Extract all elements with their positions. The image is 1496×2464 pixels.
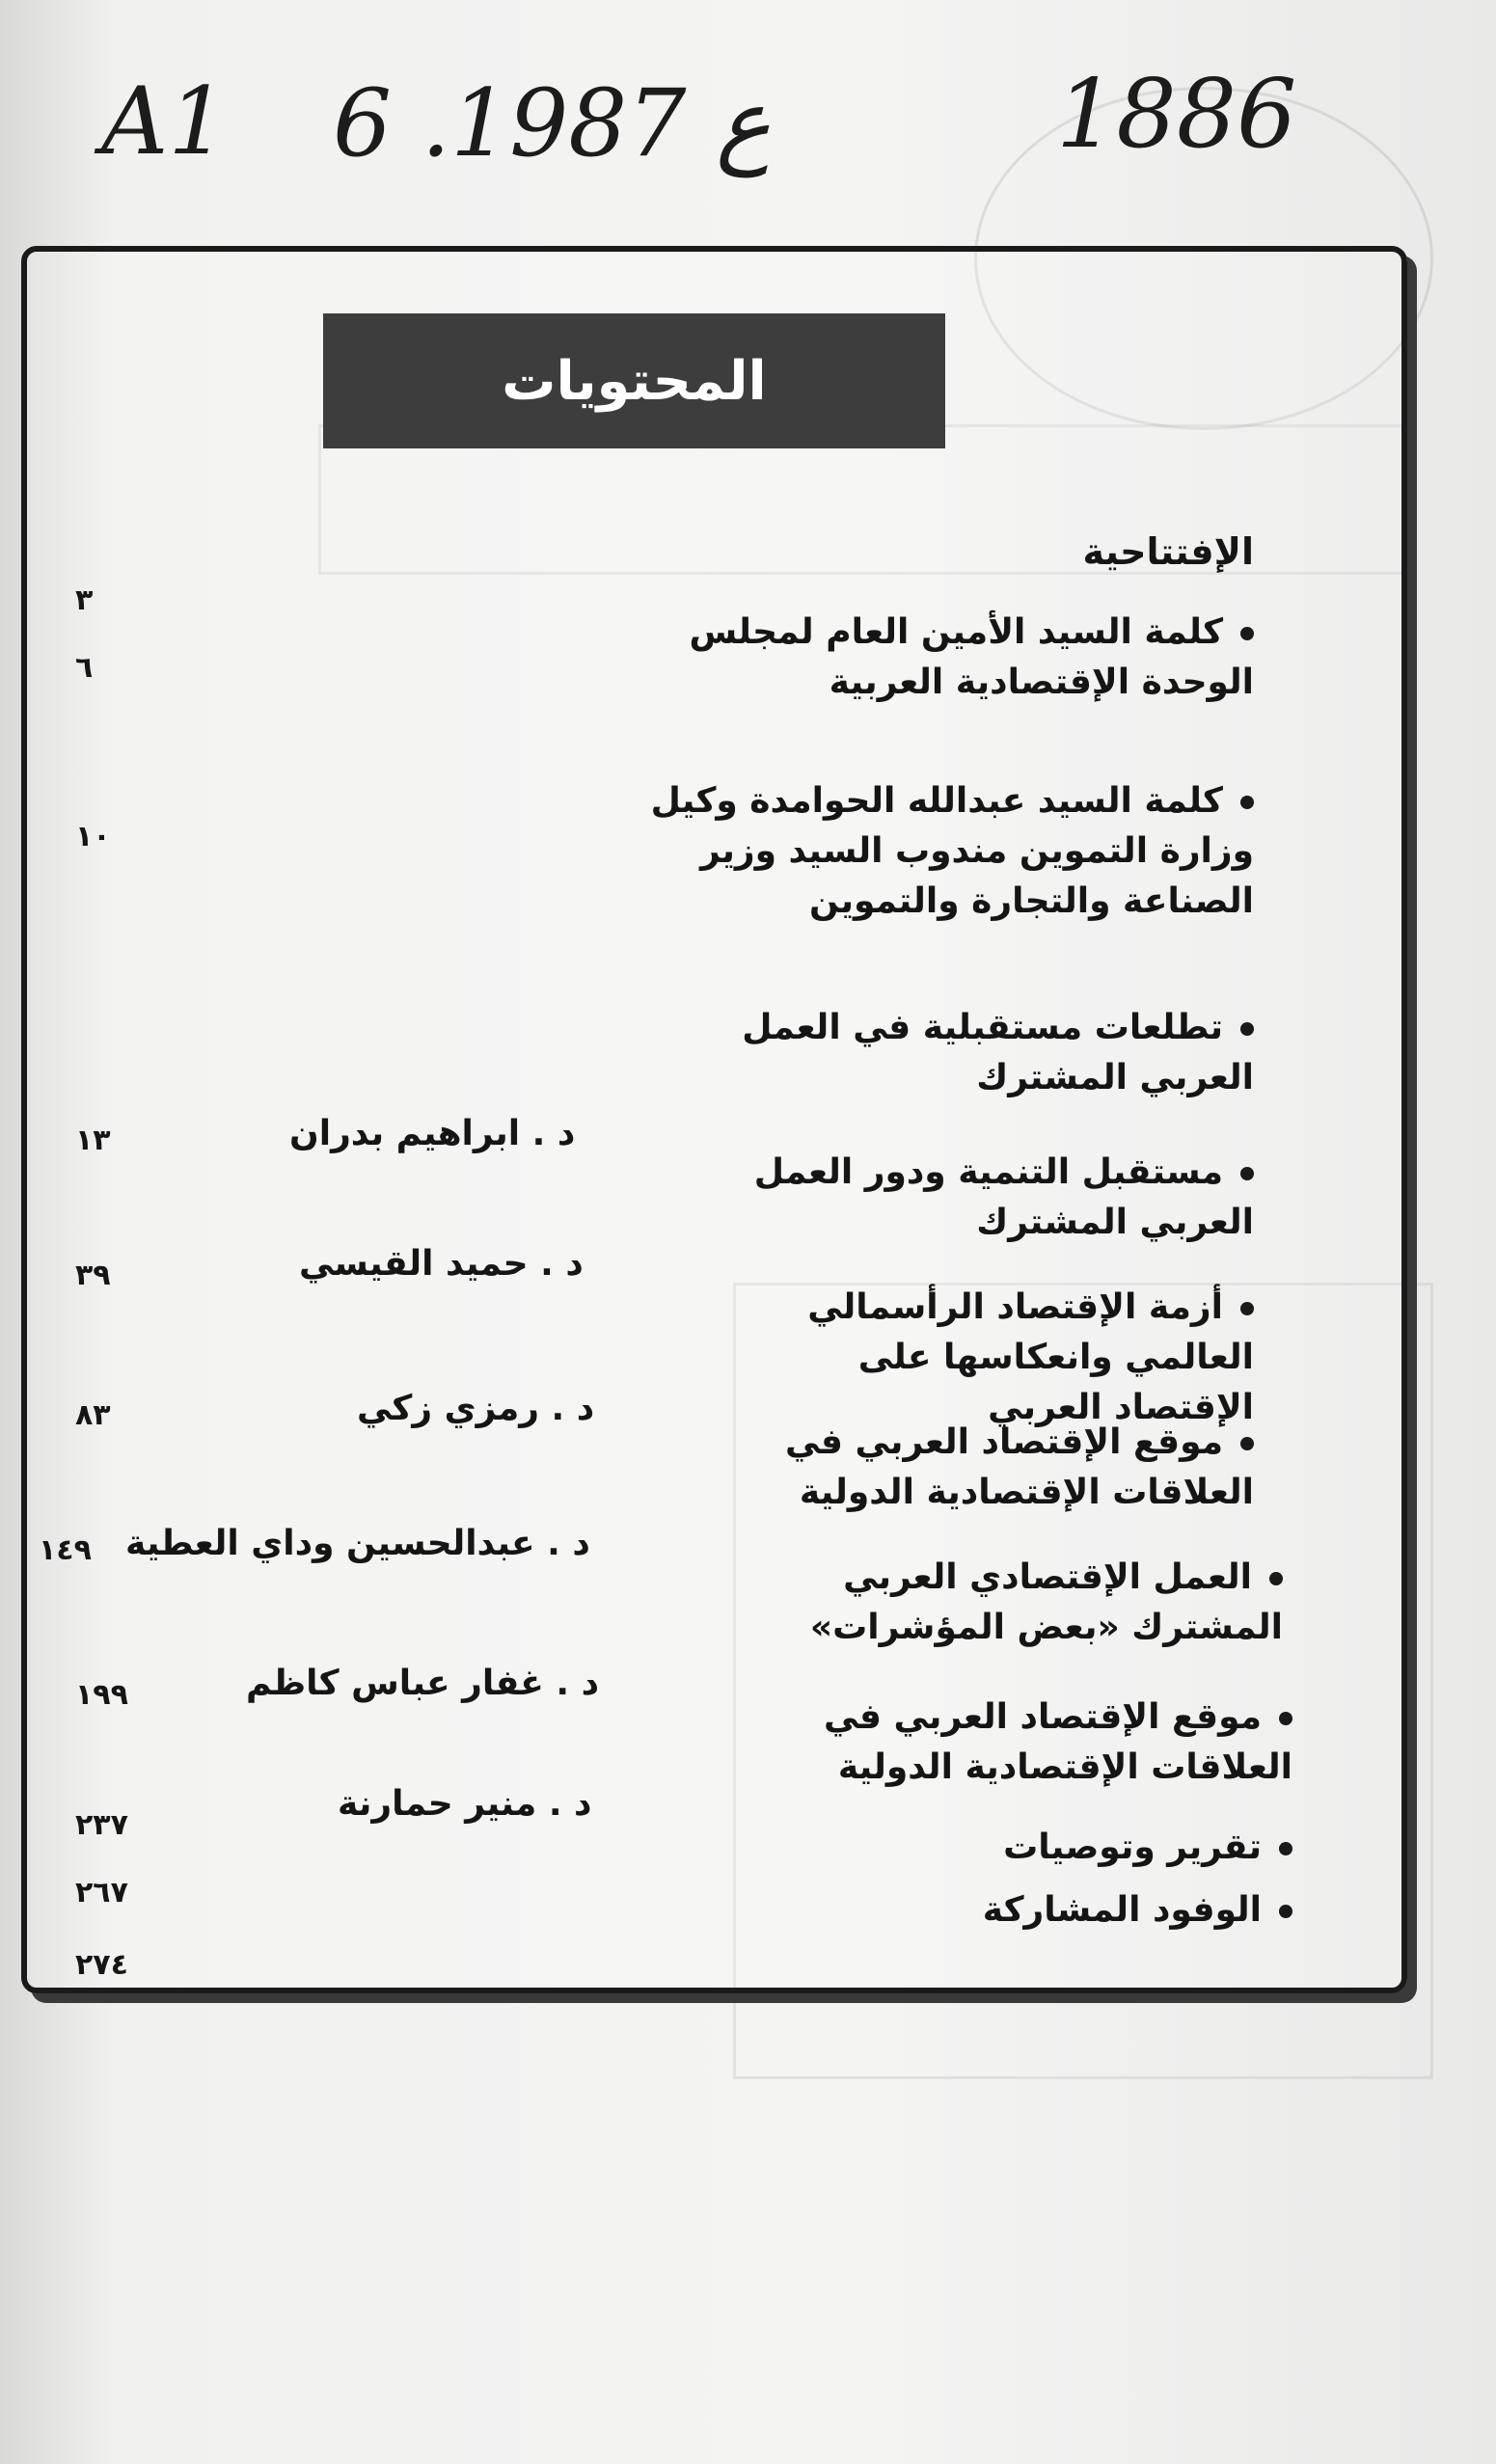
- toc-item-8: موقع الإقتصاد العربي في العلاقات الإقتصادية الدولية: [823, 1697, 1292, 1788]
- toc-author-7: د . غفار عباس كاظم: [246, 1664, 600, 1703]
- toc-item-4: مستقبل التنمية ودور العمل العربي المشترك: [753, 1152, 1254, 1243]
- bullet-icon: [1240, 1437, 1254, 1450]
- page-number: ٦: [75, 651, 94, 685]
- contents-title-box: [323, 313, 945, 448]
- toc-item-2: كلمة السيد عبدالله الحوامدة وكيل وزارة التموين مندوب السيد وزير الصناعة والتجارة والتموين: [650, 781, 1254, 922]
- page-number: ٢٧٤: [75, 1948, 128, 1982]
- bullet-icon: [1240, 1302, 1254, 1315]
- page-number: ٢٦٧: [75, 1876, 128, 1909]
- page-number: ١٤٩: [39, 1533, 92, 1567]
- bullet-icon: [1240, 1167, 1254, 1180]
- toc-item-10: الوفود المشاركة: [868, 1885, 1292, 1936]
- page-number: ٢٣٧: [75, 1808, 128, 1842]
- bullet-icon: [1279, 1842, 1292, 1855]
- toc-author-5: د . رمزي زكي: [357, 1389, 595, 1428]
- bullet-icon: [1269, 1572, 1283, 1585]
- bullet-icon: [1240, 627, 1254, 640]
- bullet-icon: [1279, 1905, 1292, 1918]
- toc-item-3: تطلعات مستقبلية في العمل العربي المشترك: [742, 1008, 1254, 1098]
- toc-author-6: د . عبدالحسين وداي العطية: [125, 1524, 590, 1563]
- handwritten-a1: A1: [101, 68, 228, 176]
- toc-author-8: د . منير حمارنة: [338, 1784, 592, 1824]
- handwritten-date: 6 .ع 1987: [333, 69, 772, 177]
- bullet-icon: [1279, 1712, 1292, 1725]
- toc-item-1: كلمة السيد الأمين العام لمجلس الوحدة الإقتصادية العربية: [689, 612, 1254, 703]
- page-number: ٣٩: [75, 1259, 111, 1292]
- bullet-icon: [1240, 796, 1254, 809]
- page-number: ١٠: [75, 820, 111, 853]
- page-number: ١٩٩: [75, 1678, 128, 1712]
- intro-heading: الإفتتاحية: [1082, 530, 1254, 573]
- toc-item-9: تقرير وتوصيات: [868, 1823, 1292, 1873]
- bullet-icon: [1240, 1022, 1254, 1036]
- toc-item-7: العمل الإقتصادي العربي المشترك «بعض المؤشرات»: [809, 1557, 1283, 1648]
- page-number: ١٣: [75, 1124, 111, 1157]
- page-number: ٨٣: [75, 1398, 111, 1432]
- toc-item-5: أزمة الإقتصاد الرأسمالي العالمي وانعكاسها على الإقتصاد العربي: [807, 1287, 1254, 1428]
- toc-author-3: د . ابراهيم بدران: [289, 1114, 576, 1153]
- page-number: ٣: [75, 583, 94, 617]
- handwritten-number: 1886: [1056, 60, 1297, 170]
- toc-author-4: د . حميد القيسي: [299, 1244, 584, 1284]
- toc-item-6: موقع الإقتصاد العربي في العلاقات الإقتصادية الدولية: [784, 1422, 1254, 1513]
- contents-title: المحتويات: [502, 349, 767, 413]
